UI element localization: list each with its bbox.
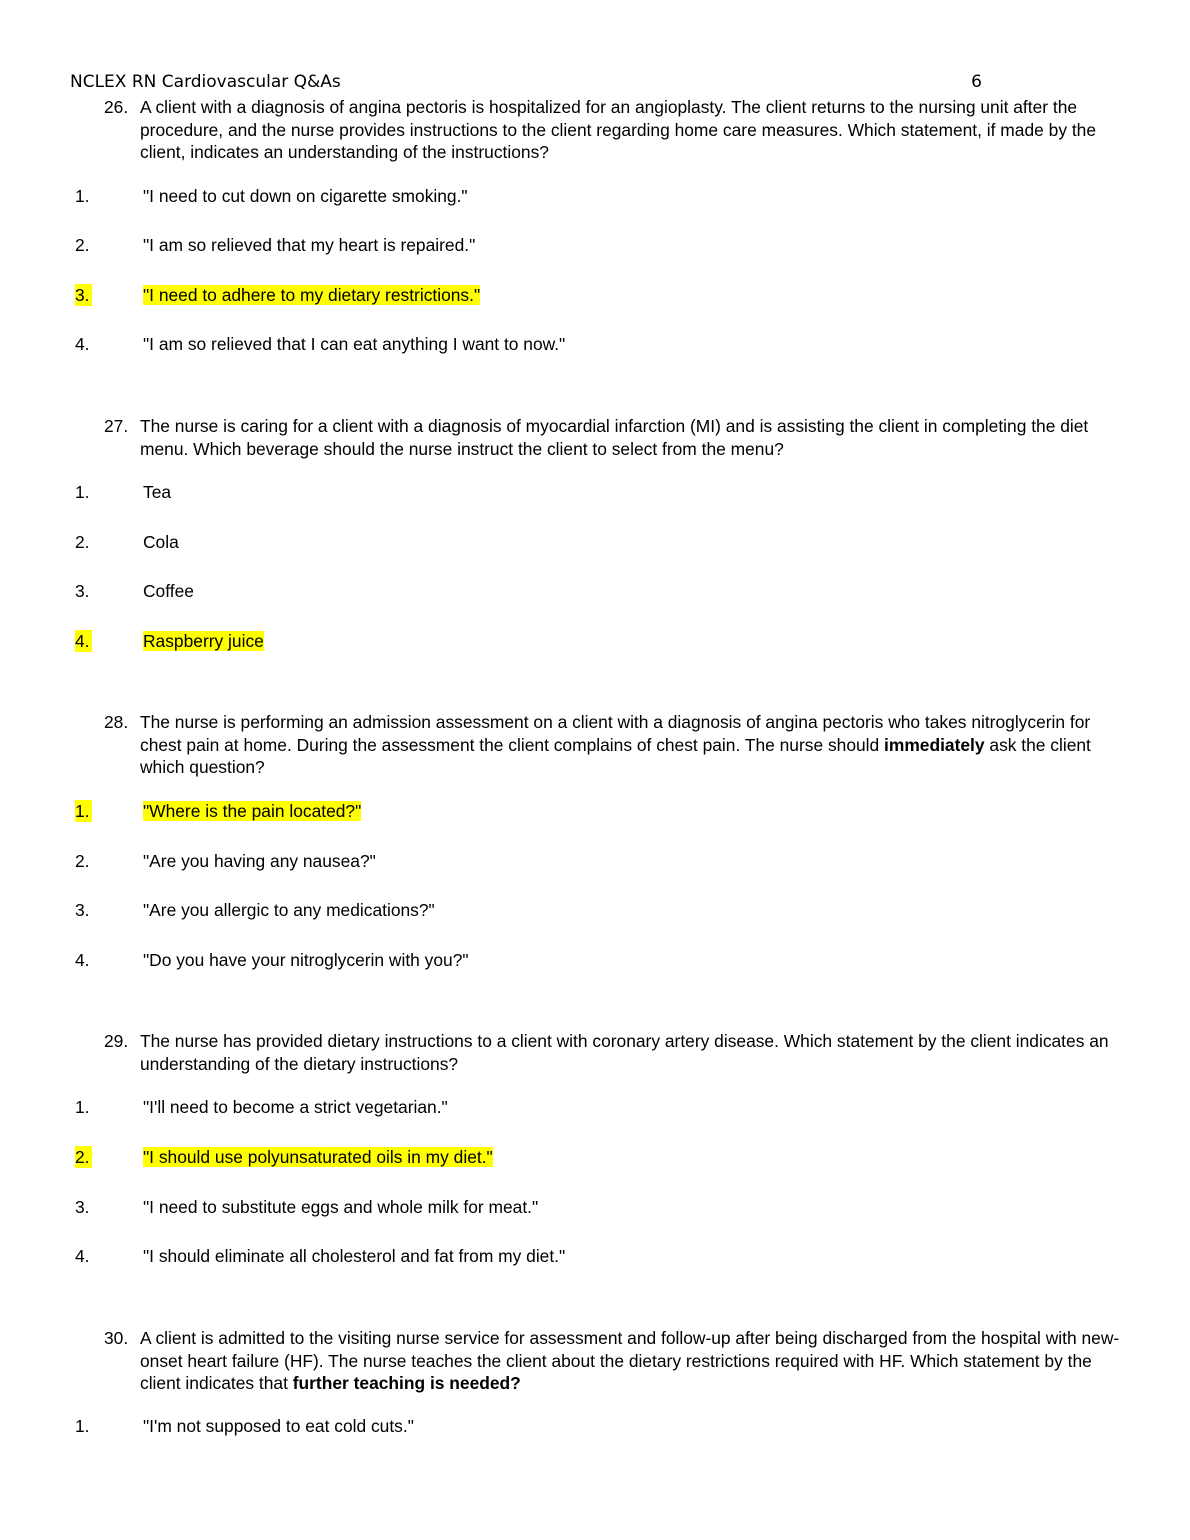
question-text-emphasis: further teaching is needed? — [292, 1373, 521, 1394]
option-text: "I need to cut down on cigarette smoking." — [143, 186, 468, 206]
option-text: "I should use polyunsaturated oils in my diet." — [143, 1147, 493, 1167]
option-text: Tea — [143, 482, 172, 502]
option-text: "Are you having any nausea?" — [143, 851, 376, 871]
option-text: Raspberry juice — [143, 631, 264, 651]
answer-option — [75, 1196, 538, 1218]
question-number: 30. — [104, 1328, 129, 1348]
option-number: 1. — [75, 482, 90, 502]
answer-option — [75, 1415, 414, 1437]
question-26 — [104, 96, 1120, 164]
option-number: 4. — [75, 334, 90, 354]
question-number: 26. — [104, 97, 129, 117]
option-number: 2. — [75, 1146, 92, 1168]
document-title: NCLEX RN Cardiovascular Q&As — [70, 72, 341, 92]
answer-option — [75, 850, 376, 872]
answer-option — [75, 481, 171, 503]
question-text-part: ask the client which question? — [140, 734, 1091, 778]
question-text-emphasis: immediately — [884, 734, 985, 755]
question-text-part: A client is admitted to the visiting nurse service for assessment and follow-up after being discharged from the hospital with new-onset heart failure (HF). The nurse teaches the client about the dietary restrictions required with HF. Which statement by the client indicates that — [140, 1328, 1120, 1394]
option-text: "I should eliminate all cholesterol and fat from my diet." — [143, 1246, 566, 1266]
option-number: 3. — [75, 581, 90, 601]
answer-option-correct — [75, 1146, 493, 1168]
question-number: 28. — [104, 712, 129, 732]
answer-option — [75, 899, 435, 921]
answer-option — [75, 185, 468, 207]
answer-option-correct — [75, 800, 361, 822]
option-number: 4. — [75, 950, 90, 970]
option-number: 2. — [75, 532, 90, 552]
option-text: Coffee — [143, 581, 194, 601]
option-text: "I am so relieved that my heart is repaired." — [143, 235, 476, 255]
question-text: A client with a diagnosis of angina pectoris is hospitalized for an angioplasty. The client returns to the nursing unit after the procedure, and the nurse provides instructions to the client regarding home care measures. Which statement, if made by the client, indicates an understanding of the instructions? — [140, 97, 1097, 163]
question-text: The nurse is caring for a client with a diagnosis of myocardial infarction (MI) and is assisting the client in completing the diet menu. Which beverage should the nurse instruct the client to select from the menu? — [140, 416, 1089, 459]
answer-option — [75, 580, 194, 602]
question-text: The nurse has provided dietary instructions to a client with coronary artery disease. Which statement by the client indicates an understanding of the dietary instructions? — [140, 1031, 1109, 1074]
answer-option — [75, 1096, 448, 1118]
page-number: 6 — [971, 72, 982, 92]
question-number: 27. — [104, 416, 129, 436]
answer-option-correct — [75, 630, 264, 652]
option-number: 2. — [75, 235, 90, 255]
answer-option-correct — [75, 284, 480, 306]
answer-option — [75, 234, 475, 256]
option-text: "I'll need to become a strict vegetarian." — [143, 1097, 448, 1117]
question-27 — [104, 415, 1120, 460]
option-number: 1. — [75, 1416, 90, 1436]
answer-option — [75, 333, 565, 355]
option-text: "I need to substitute eggs and whole milk for meat." — [143, 1197, 539, 1217]
question-30 — [104, 1327, 1120, 1395]
option-number: 1. — [75, 800, 92, 822]
option-text: "I'm not supposed to eat cold cuts." — [143, 1416, 414, 1436]
option-number: 3. — [75, 1197, 90, 1217]
answer-option — [75, 949, 469, 971]
option-number: 4. — [75, 1246, 90, 1266]
option-text: Cola — [143, 532, 179, 552]
question-29 — [104, 1030, 1120, 1075]
question-28 — [104, 711, 1120, 779]
answer-option — [75, 531, 179, 553]
question-number: 29. — [104, 1031, 129, 1051]
option-number: 1. — [75, 186, 90, 206]
option-number: 3. — [75, 900, 90, 920]
option-number: 3. — [75, 284, 92, 306]
question-text — [140, 711, 1120, 779]
question-text-part: The nurse is performing an admission assessment on a client with a diagnosis of angina pectoris who takes nitroglycerin for chest pain at home. During the assessment the client complains of chest pain. The nurse should — [140, 712, 1091, 755]
option-text: "I need to adhere to my dietary restrictions." — [143, 285, 481, 305]
question-text — [140, 1327, 1120, 1395]
option-text: "Where is the pain located?" — [143, 801, 362, 821]
option-text: "I am so relieved that I can eat anything I want to now." — [143, 334, 566, 354]
option-number: 4. — [75, 630, 92, 652]
option-text: "Are you allergic to any medications?" — [143, 900, 435, 920]
option-number: 1. — [75, 1097, 90, 1117]
page-header — [70, 72, 982, 92]
option-number: 2. — [75, 851, 90, 871]
option-text: "Do you have your nitroglycerin with you?" — [143, 950, 469, 970]
answer-option — [75, 1245, 565, 1267]
